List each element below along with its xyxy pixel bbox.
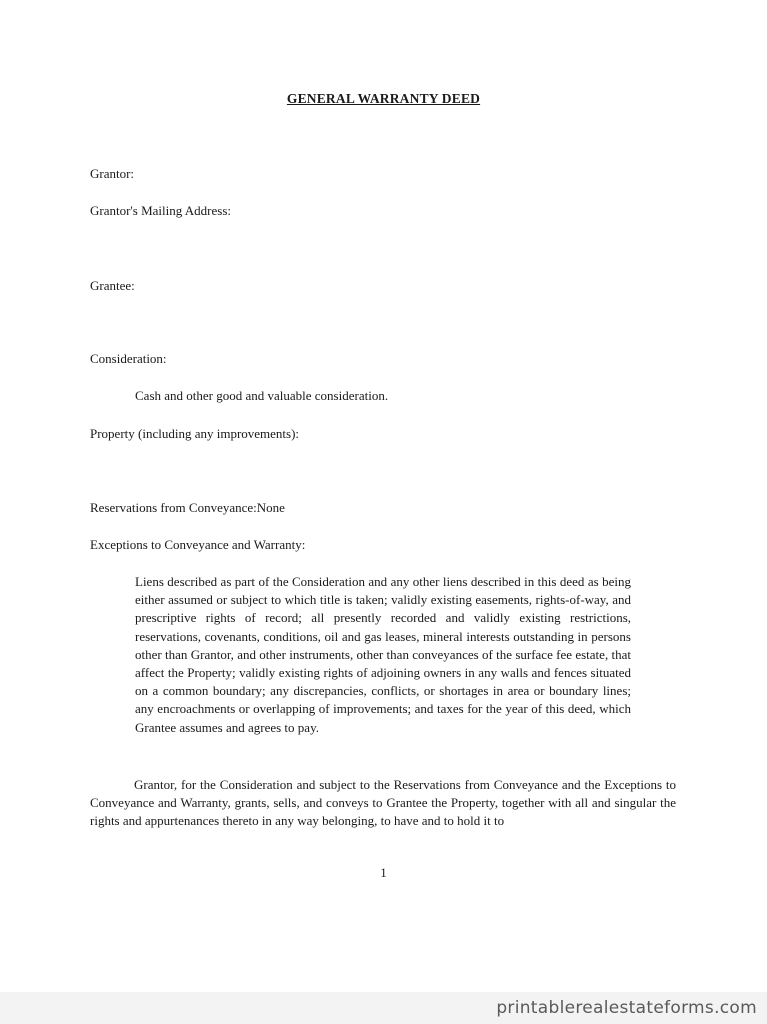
document-title: GENERAL WARRANTY DEED	[286, 91, 481, 106]
consideration-value: Cash and other good and valuable consideration.	[135, 388, 389, 403]
grantor-conveyance-paragraph	[90, 776, 676, 831]
consideration-label: Consideration:	[90, 351, 167, 366]
exceptions-paragraph	[135, 573, 631, 737]
mailing-address-label: Grantor's Mailing Address:	[90, 203, 231, 218]
grantor-paragraph-text: Grantor, for the Consideration and subject to the Reservations from Conveyance and the Exceptions to Conveyance and Warranty, grants, sells, and conveys to Grantee the Property, together with all and singular the rights and appurtenances thereto in any way belonging, to have and to hold it to	[90, 777, 676, 829]
grantor-label: Grantor:	[90, 166, 135, 181]
exceptions-label: Exceptions to Conveyance and Warranty:	[90, 537, 306, 552]
reservations-label: Reservations from Conveyance:None	[90, 500, 285, 515]
property-label: Property (including any improvements):	[90, 426, 300, 441]
page-number: 1	[380, 865, 387, 880]
site-watermark: printablerealestateforms.com	[496, 998, 757, 1018]
exceptions-text: Liens described as part of the Consideration and any other liens described in this deed as being either assumed or subject to which title is taken; validly existing easements, rights-of-way, and prescriptive rights of record; all presently recorded and validly existing restrictions, reservations, covenants, conditions, oil and gas leases, mineral interests outstanding in persons other than Grantor, and other instruments, other than conveyances of the surface fee estate, that affect the Property; validly existing rights of adjoining owners in any walls and fences situated on a common boundary; any discrepancies, conflicts, or shortages in area or boundary lines; any encroachments or overlapping of improvements; and taxes for the year of this deed, which Grantee assumes and agrees to pay.	[135, 574, 631, 735]
grantee-label: Grantee:	[90, 278, 135, 293]
